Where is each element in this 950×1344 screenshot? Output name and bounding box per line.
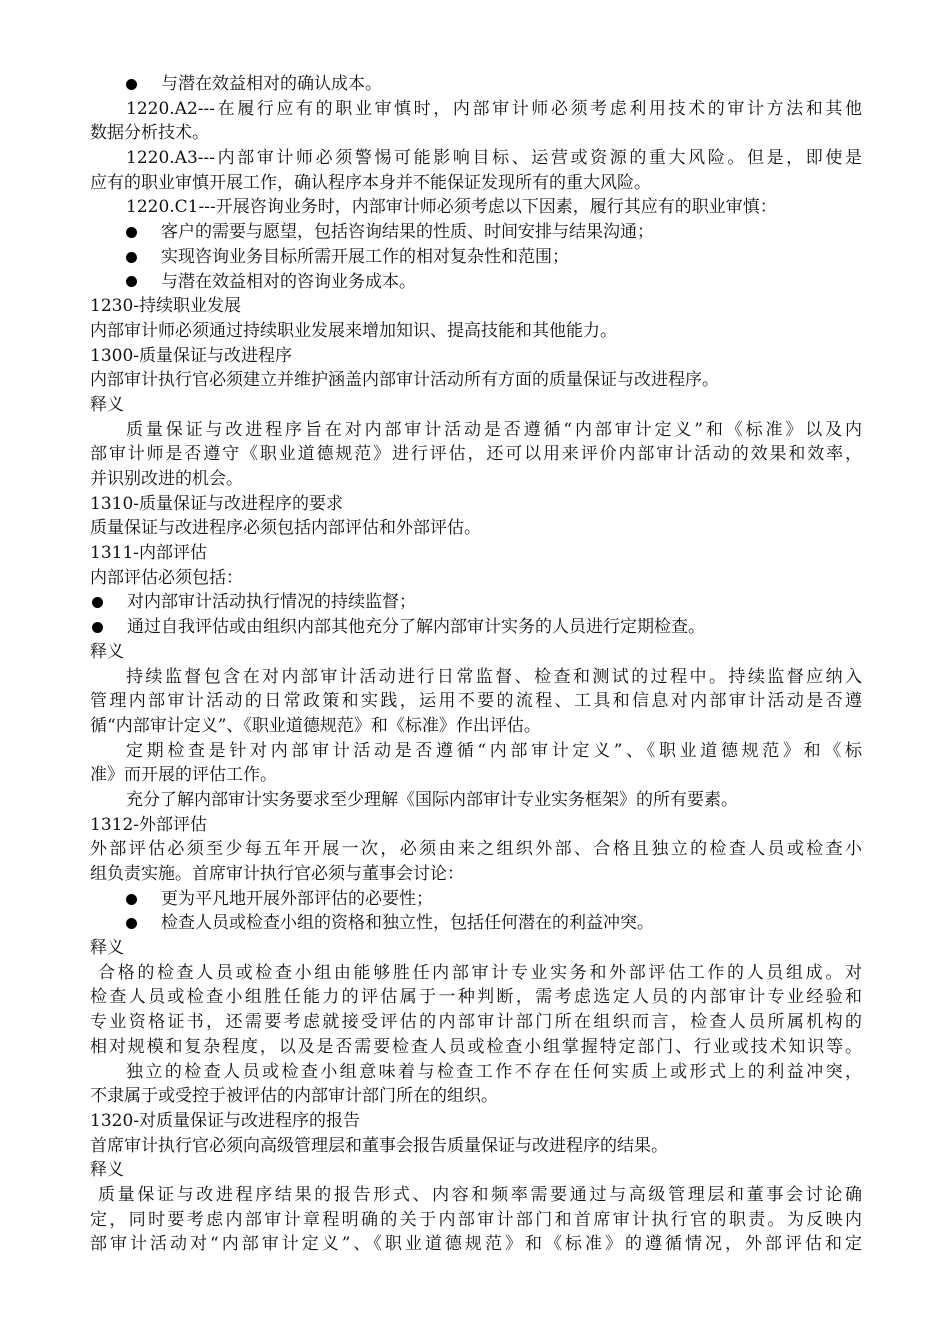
section-heading: 1311-内部评估 xyxy=(90,543,208,564)
paragraph-line: 首席审计执行官必须向高级管理层和董事会报告质量保证与改进程序的结果。 xyxy=(90,1135,668,1156)
bullet-item xyxy=(90,220,862,245)
paragraph-line: 定期检查是针对内部审计活动是否遵循“内部审计定义”、《职业道德规范》和《标 xyxy=(126,740,862,761)
section-heading: 1310-质量保证与改进程序的要求 xyxy=(90,493,344,514)
interpretation-heading: 释义 xyxy=(90,641,124,662)
paragraph-line: 并识别改进的机会。 xyxy=(90,469,243,489)
bullet-dot-icon xyxy=(126,276,137,287)
paragraph-line: 质量保证与改进程序必须包括内部评估和外部评估。 xyxy=(90,518,481,539)
paragraph-line: 数据分析技术。 xyxy=(90,123,209,144)
bullet-text: 通过自我评估或由组织内部其他充分了解内部审计实务的人员进行定期检查。 xyxy=(127,617,705,638)
section-heading: 1230-持续职业发展 xyxy=(90,296,242,317)
bullet-dot-icon xyxy=(126,918,137,929)
bullet-text: 客户的需要与愿望，包括咨询结果的性质、时间安排与结果沟通； xyxy=(161,222,654,243)
section-heading: 1320-对质量保证与改进程序的报告 xyxy=(90,1110,361,1131)
bullet-text: 与潜在效益相对的咨询业务成本。 xyxy=(161,271,416,292)
section-heading: 1312-外部评估 xyxy=(90,814,208,835)
paragraph-line: 合格的检查人员或检查小组由能够胜任内部审计专业实务和外部评估工作的人员组成。对 xyxy=(98,962,862,983)
paragraph-line: 内部审计执行官必须建立并维护涵盖内部审计活动所有方面的质量保证与改进程序。 xyxy=(90,370,719,391)
bullet-item xyxy=(90,72,862,97)
paragraph-line: 专业资格证书，还需要考虑就接受评估的内部审计部门所在组织而言，检查人员所属机构的 xyxy=(90,1012,862,1033)
paragraph-line: 检查人员或检查小组胜任能力的评估属于一种判断，需考虑选定人员的内部审计专业经验和 xyxy=(90,987,862,1008)
bullet-dot-icon xyxy=(92,622,103,633)
paragraph-line: 循“内部审计定义”、《职业道德规范》和《标准》作出评估。 xyxy=(90,715,541,736)
paragraph-line: 管理内部审计活动的日常政策和实践，运用不要的流程、工具和信息对内部审计活动是否遵 xyxy=(90,691,862,712)
section-heading: 1300-质量保证与改进程序 xyxy=(90,345,293,366)
paragraph-line: 内部评估必须包括： xyxy=(90,567,243,588)
bullet-item xyxy=(90,590,862,615)
paragraph-line: 充分了解内部审计实务要求至少理解《国际内部审计专业实务框架》的所有要素。 xyxy=(126,789,738,810)
bullet-item xyxy=(90,615,862,640)
paragraph-line: 质量保证与改进程序结果的报告形式、内容和频率需要通过与高级管理层和董事会讨论确 xyxy=(98,1184,862,1205)
paragraph-line: 部审计师是否遵守《职业道德规范》进行评估，还可以用来评价内部审计活动的效果和效率， xyxy=(90,444,862,465)
paragraph-line: 内部审计师必须通过持续职业发展来增加知识、提高技能和其他能力。 xyxy=(90,320,617,341)
bullet-item xyxy=(90,911,862,936)
bullet-dot-icon xyxy=(92,597,103,608)
bullet-item xyxy=(90,887,862,912)
paragraph-line: 部审计活动对“内部审计定义”、《职业道德规范》和《标准》的遵循情况，外部评估和定 xyxy=(90,1234,862,1255)
paragraph-line: 质量保证与改进程序旨在对内部审计活动是否遵循“内部审计定义”和《标准》以及内 xyxy=(126,419,862,440)
paragraph-line: 准》而开展的评估工作。 xyxy=(90,765,277,786)
bullet-dot-icon xyxy=(126,79,137,90)
interpretation-heading: 释义 xyxy=(90,1160,124,1181)
bullet-dot-icon xyxy=(126,227,137,238)
paragraph-line: 独立的检查人员或检查小组意味着与检查工作不存在任何实质上或形式上的利益冲突， xyxy=(126,1061,862,1082)
paragraph-line: 相对规模和复杂程度，以及是否需要检查人员或检查小组掌握特定部门、行业或技术知识等。 xyxy=(90,1036,862,1057)
bullet-text: 与潜在效益相对的确认成本。 xyxy=(161,74,382,94)
bullet-item xyxy=(90,245,862,270)
interpretation-heading: 释义 xyxy=(90,394,124,415)
bullet-dot-icon xyxy=(126,252,137,263)
paragraph-line: 外部评估必须至少每五年开展一次，必须由来之组织外部、合格且独立的检查人员或检查小 xyxy=(90,839,862,860)
paragraph-line: 组负责实施。首席审计执行官必须与董事会讨论： xyxy=(90,864,464,884)
paragraph-line: 1220.C1---开展咨询业务时，内部审计师必须考虑以下因素，履行其应有的职业审慎： xyxy=(126,197,777,218)
bullet-dot-icon xyxy=(126,894,137,905)
paragraph-line: 1220.A3---内部审计师必须警惕可能影响目标、运营或资源的重大风险。但是，即使是 xyxy=(126,148,862,169)
paragraph-line: 持续监督包含在对内部审计活动进行日常监督、检查和测试的过程中。持续监督应纳入 xyxy=(126,666,862,687)
bullet-text: 检查人员或检查小组的资格和独立性，包括任何潜在的利益冲突。 xyxy=(161,913,654,934)
paragraph-line: 定，同时要考虑内部审计章程明确的关于内部审计部门和首席审计执行官的职责。为反映内 xyxy=(90,1209,862,1230)
paragraph-line: 1220.A2---在履行应有的职业审慎时，内部审计师必须考虑利用技术的审计方法和其他 xyxy=(126,98,862,119)
bullet-text: 实现咨询业务目标所需开展工作的相对复杂性和范围； xyxy=(161,246,569,267)
paragraph-line: 不隶属于或受控于被评估的内部审计部门所在的组织。 xyxy=(90,1086,498,1107)
bullet-text: 对内部审计活动执行情况的持续监督； xyxy=(127,592,416,613)
bullet-item xyxy=(90,270,862,295)
bullet-text: 更为平凡地开展外部评估的必要性； xyxy=(161,888,433,909)
paragraph-line: 应有的职业审慎开展工作，确认程序本身并不能保证发现所有的重大风险。 xyxy=(90,172,651,193)
interpretation-heading: 释义 xyxy=(90,938,124,959)
